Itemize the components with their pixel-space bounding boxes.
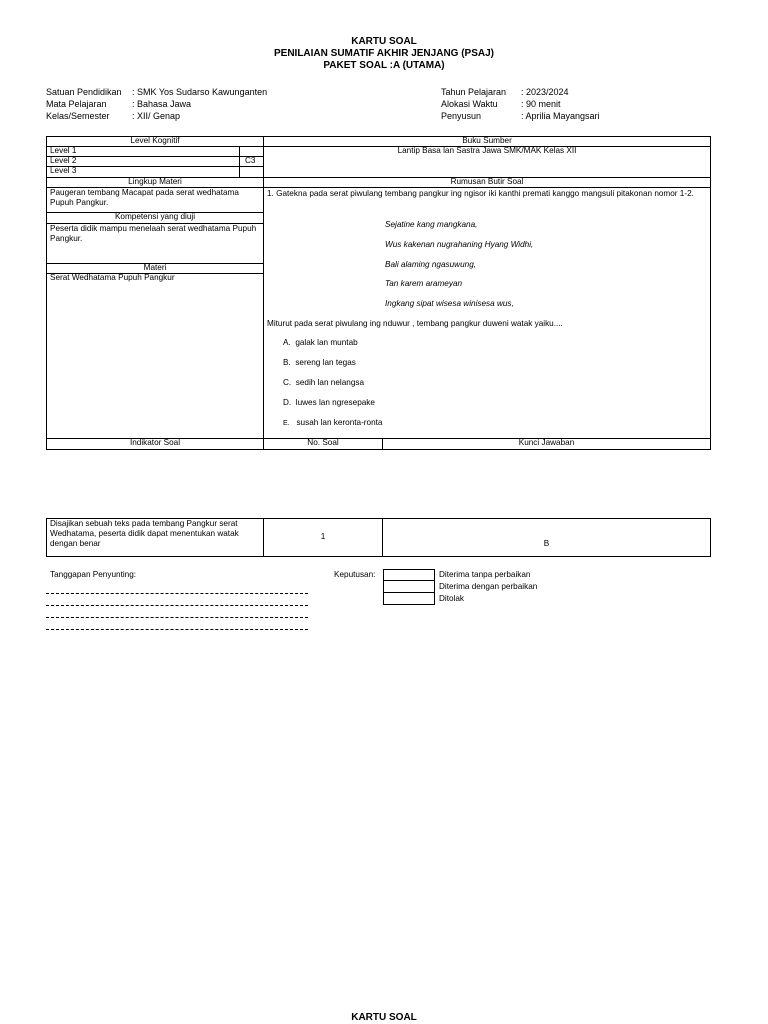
kompetensi-header: Kompetensi yang diuji (114, 212, 196, 221)
meta-right (441, 86, 600, 122)
decision-option-reject: Ditolak (439, 594, 465, 603)
level-1-label: Level 1 (50, 146, 77, 155)
poem-line: Sejatine kang mangkana, (385, 220, 478, 229)
option-letter: A. (283, 338, 291, 347)
poem-line: Bali alaming ngasuwung, (385, 260, 477, 269)
package-title: PAKET SOAL :A (UTAMA) (323, 60, 445, 71)
table-border (710, 136, 711, 449)
option-letter: E. (283, 420, 290, 427)
lingkup-value: Paugeran tembang Macapat pada serat wedhatama Pupuh Pangkur. (50, 188, 239, 207)
materi-header: Materi (143, 263, 167, 272)
meta-value: : SMK Yos Sudarso Kawunganten (132, 87, 268, 97)
buku-sumber-header: Buku Sumber (462, 136, 512, 145)
option-letter: B. (283, 358, 291, 367)
meta-key: Tahun Pelajaran (441, 87, 507, 97)
table-rule (46, 449, 711, 450)
option-letter: D. (283, 398, 292, 407)
indikator-value: Disajikan sebuah teks pada tembang Pangkur serat Wedhatama, peserta didik dapat menentukan watak dengan benar (50, 519, 239, 548)
poem-line: Tan karem arameyan (385, 279, 463, 288)
level-kognitif-header: Level Kognitif (130, 136, 180, 145)
meta-left (46, 86, 267, 122)
comment-line[interactable] (46, 605, 308, 606)
indikator-header: Indikator Soal (129, 438, 181, 447)
buku-sumber-value: Lantip Basa lan Sastra Jawa SMK/MAK Kelas XII (397, 146, 577, 155)
comment-line[interactable] (46, 593, 308, 594)
table-rule (46, 166, 263, 167)
meta-value: : Aprilia Mayangsari (521, 111, 600, 121)
no-soal-value: 1 (320, 532, 326, 541)
meta-key: Satuan Pendidikan (46, 87, 122, 97)
exam-title: PENILAIAN SUMATIF AKHIR JENJANG (PSAJ) (273, 48, 494, 59)
meta-value: : XII/ Genap (132, 111, 181, 121)
option-a (283, 338, 358, 348)
level-2-value: C3 (245, 156, 256, 165)
option-c (283, 378, 364, 388)
meta-value: : Bahasa Jawa (132, 99, 192, 109)
card-title: KARTU SOAL (351, 36, 417, 47)
option-e (283, 418, 382, 429)
level-2-label: Level 2 (50, 156, 77, 165)
rumusan-header: Rumusan Butir Soal (450, 177, 524, 186)
meta-value: : 2023/2024 (521, 87, 569, 97)
table-rule (46, 156, 263, 157)
option-text: susah lan keronta-ronta (296, 418, 383, 427)
next-card-title: KARTU SOAL (351, 1012, 417, 1023)
option-d (283, 398, 375, 408)
comment-line[interactable] (46, 617, 308, 618)
table-border (710, 518, 711, 557)
comment-line[interactable] (46, 629, 308, 630)
kunci-value: B (543, 539, 550, 548)
table-rule (46, 556, 711, 557)
option-b (283, 358, 356, 368)
table-divider (239, 146, 240, 177)
kompetensi-value: Peserta didik mampu menelaah serat wedhatama Pupuh Pangkur. (50, 224, 257, 243)
decision-option-revise: Diterima dengan perbaikan (439, 582, 538, 591)
option-text: luwes lan ngresepake (295, 398, 375, 407)
table-divider (382, 518, 383, 557)
option-text: sedih lan nelangsa (295, 378, 365, 387)
question-intro: 1. Gatekna pada serat piwulang tembang pangkur ing ngisor iki kanthi premati kanggo mangsuli pitakonan nomor 1-2. (267, 189, 694, 198)
question-stem: Miturut pada serat piwulang ing nduwur , tembang pangkur duweni watak yaiku.... (267, 319, 563, 328)
poem-line: Wus kakenan nugrahaning Hyang Widhi, (385, 240, 534, 249)
no-soal-header: No. Soal (307, 438, 339, 447)
option-text: galak lan muntab (295, 338, 358, 347)
materi-value: Serat Wedhatama Pupuh Pangkur (50, 273, 175, 282)
poem-line: Ingkang sipat wisesa winisesa wus, (385, 299, 514, 308)
meta-key: Mata Pelajaran (46, 99, 107, 109)
option-letter: C. (283, 378, 292, 387)
meta-key: Penyusun (441, 111, 482, 121)
lingkup-header: Lingkup Materi (128, 177, 182, 186)
kunci-header: Kunci Jawaban (518, 438, 575, 447)
tanggapan-label: Tanggapan Penyunting: (50, 570, 137, 579)
meta-key: Kelas/Semester (46, 111, 110, 121)
table-border (46, 518, 47, 557)
decision-checkbox-reject[interactable] (383, 592, 435, 605)
level-3-label: Level 3 (50, 166, 77, 175)
meta-key: Alokasi Waktu (441, 99, 498, 109)
decision-option-accept: Diterima tanpa perbaikan (439, 570, 531, 579)
option-text: sereng lan tegas (295, 358, 356, 367)
meta-value: : 90 menit (521, 99, 561, 109)
keputusan-label: Keputusan: (334, 570, 376, 579)
